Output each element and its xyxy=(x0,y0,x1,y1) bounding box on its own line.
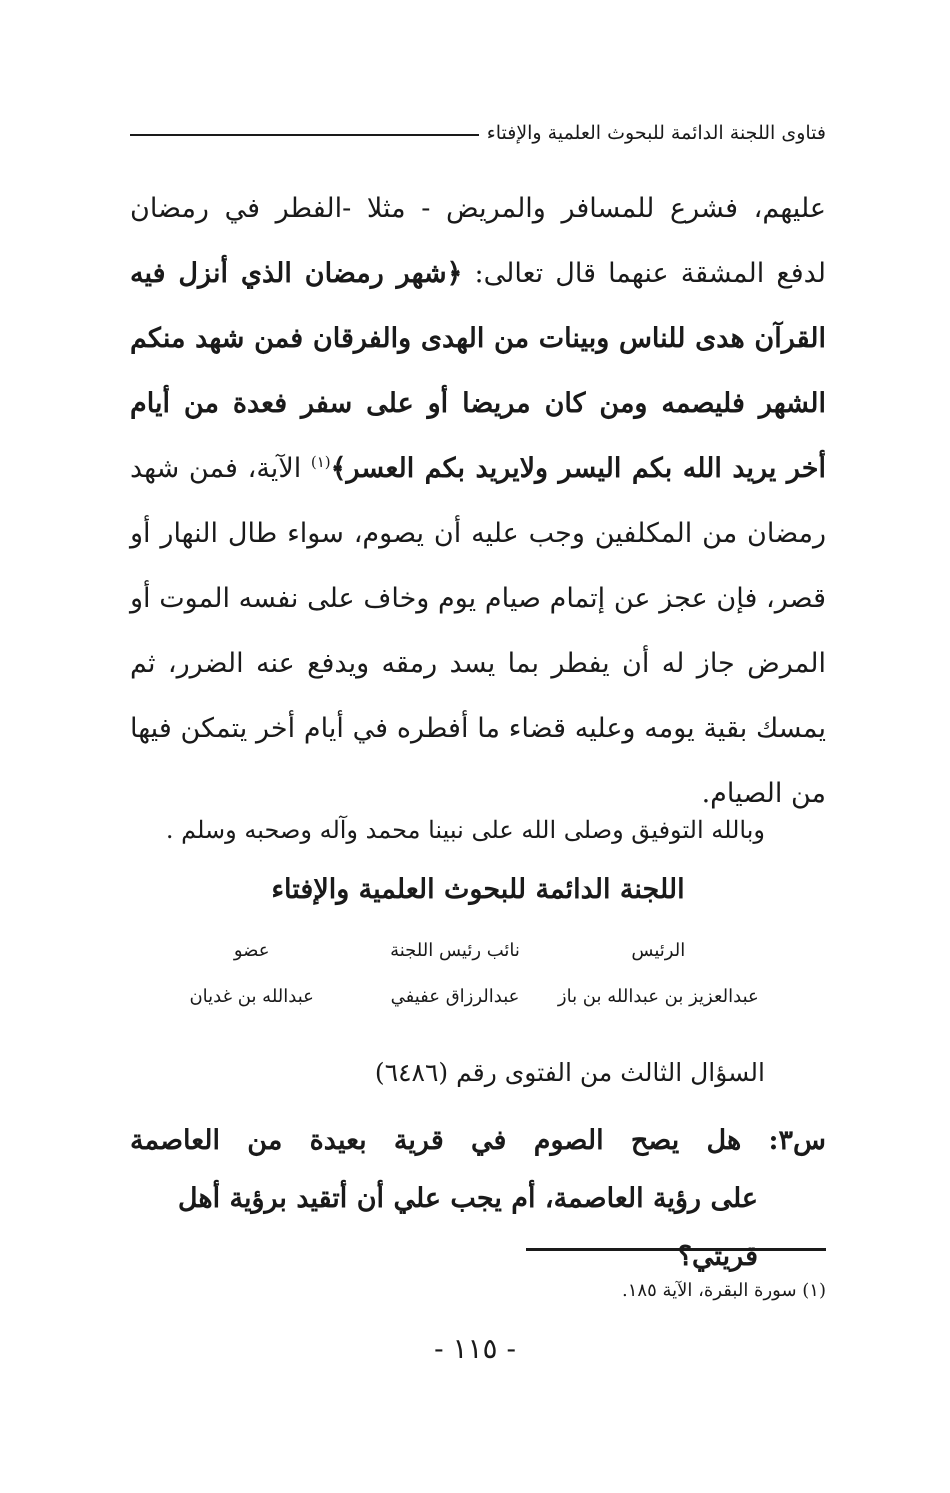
signatory-titles xyxy=(150,940,760,961)
signatory-names xyxy=(150,986,760,1007)
closing-formula: وبالله التوفيق وصلى الله على نبينا محمد وآله وصحبه وسلم . xyxy=(165,816,765,844)
fatwa-answer-text xyxy=(130,176,826,826)
answer-intro: عليهم، فشرع للمسافر والمريض - مثلا -الفطر في رمضان لدفع المشقة عنهما قال تعالى: xyxy=(130,193,827,289)
question-line-1: س٣: هل يصح الصوم في قرية بعيدة من العاصمة xyxy=(130,1125,826,1156)
running-header xyxy=(130,104,826,144)
committee-name: اللجنة الدائمة للبحوث العلمية والإفتاء xyxy=(271,874,685,905)
signatory-name-vice: عبدالرزاق عفيفي xyxy=(390,986,520,1007)
header-rule xyxy=(130,134,479,136)
signatory-title-member: عضو xyxy=(233,940,270,961)
signatory-name-member: عبدالله بن غديان xyxy=(189,986,314,1007)
question-heading: السؤال الثالث من الفتوى رقم (٦٤٨٦) xyxy=(374,1058,765,1087)
footnote-text: (١) سورة البقرة، الآية ١٨٥. xyxy=(622,1280,826,1301)
header-title: فتاوى اللجنة الدائمة للبحوث العلمية والإفتاء xyxy=(486,122,826,144)
answer-rest: الآية، فمن شهد رمضان من المكلفين وجب عليه أن يصوم، سواء طال النهار أو قصر، فإن عجز عن إتمام صيام يوم وخاف على نفسه الموت أو المرض جاز له أن يفطر بما يسد رمقه ويدفع عنه الضرر، ثم يمسك بقية يومه وعليه قضاء ما أفطره في أيام أخر يتمكن فيها من الصيام. xyxy=(130,453,826,809)
question-line-2: على رؤية العاصمة، أم يجب علي أن أتقيد برؤية أهل قريتي؟ xyxy=(177,1183,758,1272)
signatory-name-president: عبدالعزيز بن عبدالله بن باز xyxy=(557,986,759,1007)
page-number: - ١١٥ - xyxy=(434,1332,516,1365)
quran-verse: ﴿شهر رمضان الذي أنزل فيه القرآن هدى للناس وبينات من الهدى والفرقان فمن شهد منكم الشهر فليصمه ومن كان مريضا أو على سفر فعدة من أيام أخر يريد الله بكم اليسر ولايريد بكم العسر﴾ xyxy=(130,258,826,484)
signatory-title-vice: نائب رئيس اللجنة xyxy=(390,940,520,961)
footnote-rule xyxy=(526,1248,826,1251)
footnote-reference: (١) xyxy=(310,453,331,471)
answer-paragraph xyxy=(130,176,826,826)
signatory-title-president: الرئيس xyxy=(631,940,686,961)
question-text xyxy=(130,1112,826,1286)
